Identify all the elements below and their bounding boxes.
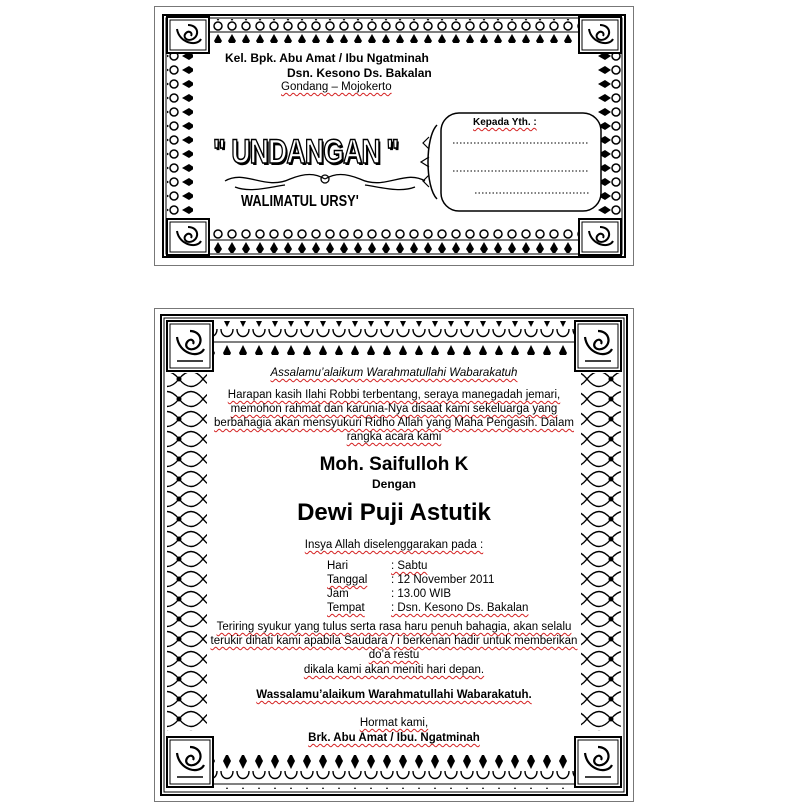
- detail-row-tanggal: [327, 573, 528, 587]
- closing-line-4: dikala kami akan meniti hari depan.: [303, 664, 485, 676]
- closing-line-3: do’a restu: [368, 649, 420, 661]
- bride-name: Dewi Puji Astutik: [297, 499, 491, 526]
- detail-label: Hari: [327, 560, 349, 572]
- detail-label: Tempat: [327, 602, 365, 614]
- envelope-title: " UNDANGAN ": [213, 133, 399, 171]
- event-details: [327, 559, 528, 615]
- detail-row-hari: [327, 559, 528, 573]
- detail-value: : Sabtu: [391, 560, 428, 572]
- closing-line-1: Teriring syukur yang tulus serta rasa haru penuh bahagia, akan selalu: [216, 621, 572, 633]
- detail-row-tempat: [327, 601, 528, 615]
- envelope-card: [154, 6, 634, 266]
- intro-line-3: berbahagia akan mensyukuri Ridho Allah yang Maha Pengasih. Dalam: [214, 417, 574, 429]
- detail-value: : 13.00 WIB: [391, 588, 452, 600]
- recipient-label: Kepada Yth. :: [473, 117, 537, 128]
- envelope-subtitle: WALIMATUL URSY': [241, 193, 359, 210]
- closing-line-2: terukir dihati kami apabila Saudara / i berkenan hadir untuk memberikan: [210, 635, 578, 647]
- intro-line-4: rangka acara kami: [346, 431, 442, 443]
- signature: Brk. Abu Amat / Ibu. Ngatminah: [308, 732, 480, 744]
- sender-line-2: Dsn. Kesono Ds. Bakalan: [287, 66, 432, 80]
- detail-value: : 12 November 2011: [391, 574, 495, 586]
- detail-row-jam: [327, 587, 528, 601]
- detail-label: Jam: [327, 588, 349, 600]
- sender-line-3: Gondang – Mojokerto: [281, 81, 392, 93]
- intro-line-1: Harapan kasih Ilahi Robbi terbentang, seraya manegadah jemari,: [227, 389, 561, 401]
- groom-name: Moh. Saifulloh K: [319, 454, 469, 475]
- connector-word: Dengan: [371, 477, 416, 491]
- greeting: Assalamu’alaikum Warahmatullahi Wabarakatuh: [270, 367, 518, 379]
- invitation-card: [154, 308, 634, 802]
- intro-line-2: memohon rahmat dan karunia-Nya disaat kami sekeluarga yang: [230, 403, 558, 415]
- schedule-intro: Insya Allah diselenggarakan pada :: [304, 539, 484, 551]
- sender-line-1: Kel. Bpk. Abu Amat / Ibu Ngatminah: [225, 51, 429, 65]
- detail-label: Tanggal: [327, 574, 368, 586]
- signoff: Hormat kami,: [359, 717, 429, 729]
- title-flourish: [225, 175, 425, 190]
- salutation: Wassalamu’alaikum Warahmatullahi Wabarakatuh.: [256, 689, 532, 701]
- detail-value: : Dsn. Kesono Ds. Bakalan: [391, 602, 529, 614]
